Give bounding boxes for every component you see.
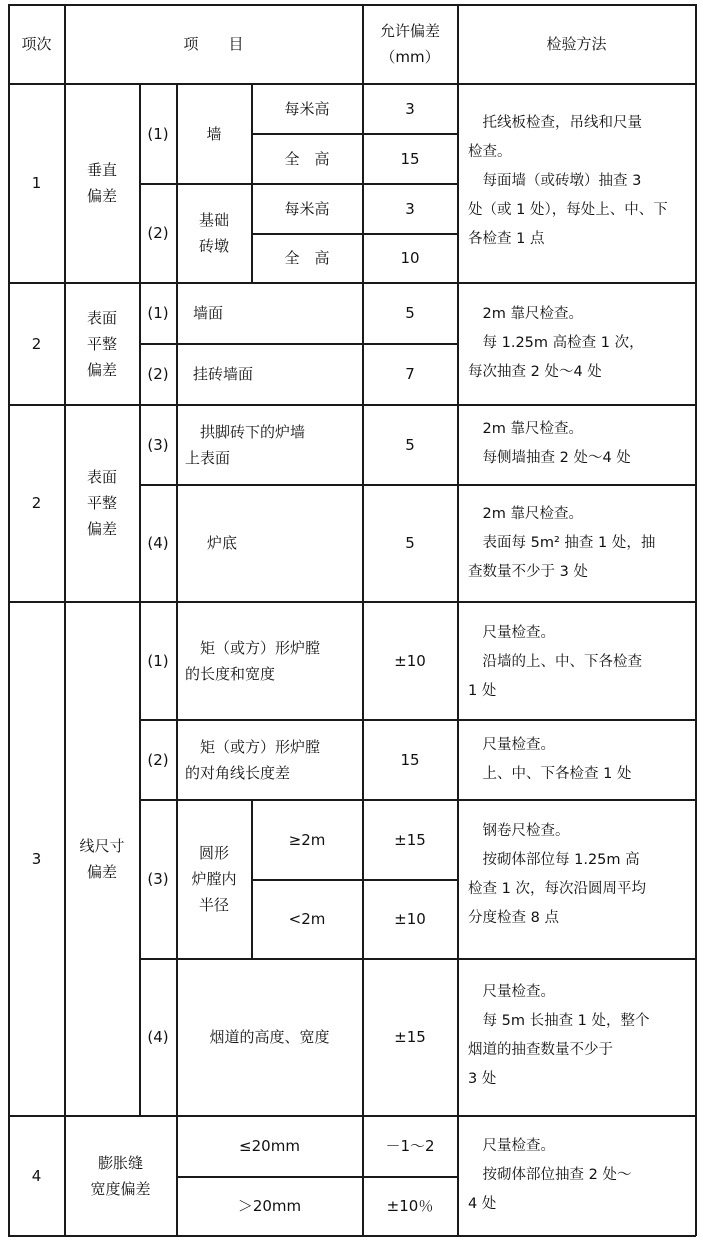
- tolerance: 15: [400, 750, 420, 769]
- inspection-method: 尺量检查。 上、中、下各检查 1 处: [482, 737, 632, 782]
- sub-index: (4): [147, 1028, 169, 1046]
- header-item: 项 目: [183, 35, 244, 53]
- sub-item-name: 拱脚砖下的炉墙 上表面: [185, 422, 306, 467]
- sub-item-name: 炉底: [207, 534, 238, 552]
- sub-index: (2): [147, 365, 169, 383]
- inspection-method: 2m 靠尺检查。 每侧墙抽查 2 处～4 处: [482, 421, 631, 466]
- condition: ≤20mm: [239, 1137, 300, 1155]
- item-no: 1: [31, 174, 42, 192]
- item-no: 2: [31, 494, 42, 512]
- condition: ＞20mm: [237, 1197, 302, 1215]
- sub-item-name: 墙面: [193, 304, 224, 322]
- condition: 全 高: [284, 249, 330, 267]
- item-category: 表面 平整 偏差: [86, 308, 117, 379]
- inspection-method: 托线板检查，吊线和尺量 检查。 每面墙（或砖墩）抽查 3 处（或 1 处），每处上、中、下 各检查 1 点: [468, 115, 668, 247]
- item-category: 表面 平整 偏差: [86, 468, 117, 538]
- inspection-method: 2m 靠尺检查。 每 1.25m 高检查 1 次， 每次抽查 2 处～4 处: [468, 306, 644, 380]
- sub-index: (1): [147, 651, 169, 670]
- inspection-method: 2m 靠尺检查。 表面每 5m² 抽查 1 处，抽 查数量不少于 3 处: [468, 506, 656, 580]
- table-border-right: [695, 4, 697, 1236]
- tolerance: 10: [400, 249, 420, 267]
- item-category: 线尺寸 偏差: [79, 836, 125, 881]
- header-tolerance: 允许偏差 （mm）: [379, 22, 440, 66]
- header-item-no: 项次: [21, 35, 52, 53]
- tolerance: ±15: [394, 830, 426, 849]
- sub-item-name: 基础 砖墩: [198, 211, 229, 255]
- condition: 每米高: [284, 199, 330, 218]
- sub-item-name: 挂砖墙面: [193, 365, 254, 383]
- sub-index: (3): [147, 870, 169, 888]
- tolerance: －1～2: [385, 1137, 435, 1155]
- sub-index: (2): [147, 750, 169, 769]
- item-category: 膨胀缝 宽度偏差: [90, 1153, 151, 1198]
- sub-item-name: 矩（或方）形炉膛 的对角线长度差: [185, 737, 321, 782]
- tolerance: 7: [405, 365, 415, 383]
- sub-item-name: 墙: [206, 124, 222, 143]
- sub-index: (2): [147, 224, 169, 242]
- condition: <2m: [288, 910, 326, 928]
- header-method: 检验方法: [546, 35, 607, 53]
- sub-index: (1): [147, 124, 169, 143]
- inspection-method: 尺量检查。 按砌体部位抽查 2 处～ 4 处: [468, 1138, 632, 1212]
- tolerance: 5: [405, 304, 415, 322]
- sub-item-name: 圆形 炉膛内 半径: [191, 844, 237, 914]
- item-category: 垂直 偏差: [86, 161, 117, 205]
- tolerance: ±10: [394, 910, 426, 928]
- table-border-bottom: [8, 1235, 696, 1237]
- column-rule: [457, 4, 459, 1236]
- tolerance: 3: [405, 99, 415, 118]
- sub-item-name: 烟道的高度、宽度: [209, 1028, 330, 1046]
- inspection-method: 尺量检查。 沿墙的上、中、下各检查 1 处: [468, 625, 642, 699]
- tolerance: 3: [405, 199, 415, 218]
- condition: 全 高: [284, 149, 330, 168]
- tolerance: ±10％: [386, 1197, 434, 1215]
- inspection-method: 钢卷尺检查。 按砌体部位每 1.25m 高 检查 1 次，每次沿圆周平均 分度检查 8 点: [468, 823, 646, 926]
- condition: ≥2m: [288, 830, 326, 849]
- item-no: 2: [31, 334, 42, 353]
- tolerance: ±15: [394, 1028, 426, 1046]
- tolerance: 15: [400, 149, 420, 168]
- tolerance: ±10: [394, 651, 426, 670]
- tolerance: 5: [405, 435, 415, 454]
- item-no: 3: [31, 849, 42, 868]
- sub-index: (3): [147, 435, 169, 454]
- condition: 每米高: [284, 99, 330, 118]
- sub-item-name: 矩（或方）形炉膛 的长度和宽度: [185, 638, 321, 683]
- item-no: 4: [31, 1166, 42, 1185]
- tolerance: 5: [405, 534, 415, 552]
- sub-index: (1): [147, 304, 169, 322]
- sub-index: (4): [147, 534, 169, 552]
- inspection-method: 尺量检查。 每 5m 长抽查 1 处，整个 烟道的抽查数量不少于 3 处: [468, 984, 650, 1087]
